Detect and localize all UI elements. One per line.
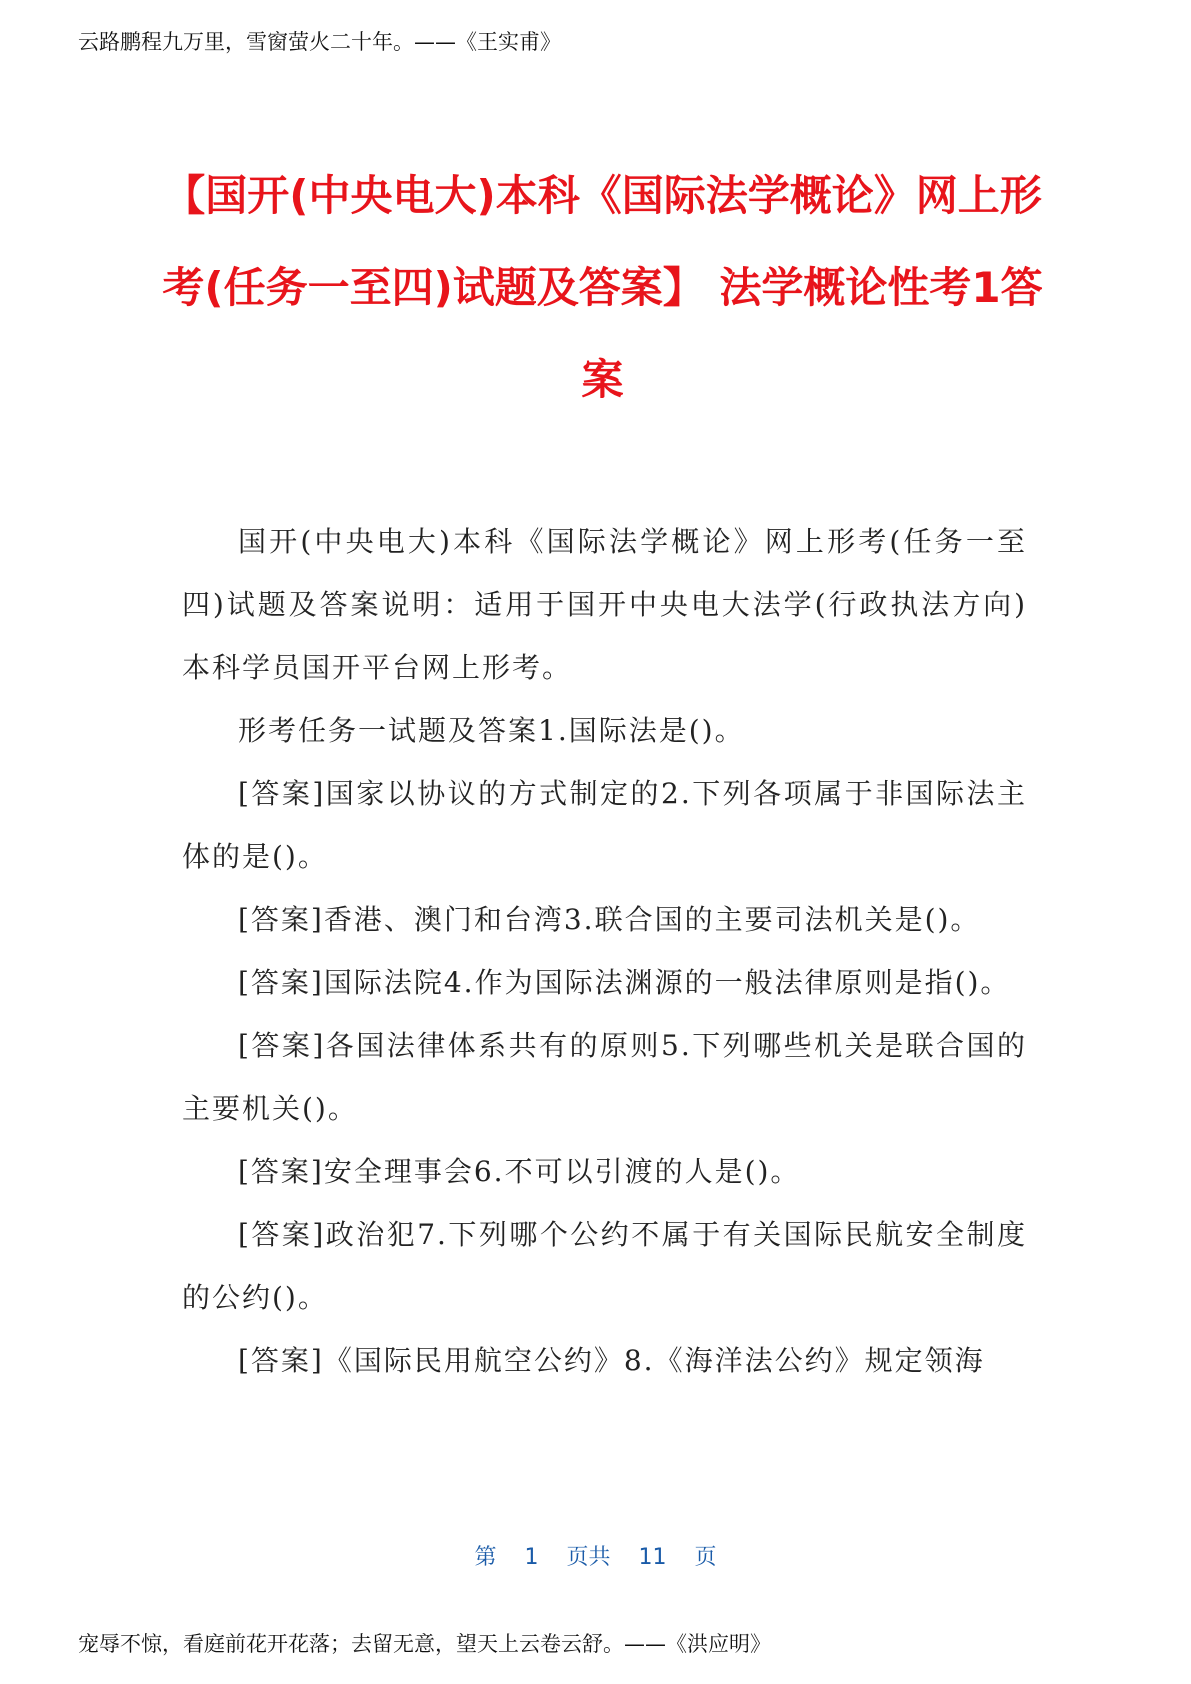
paragraph: [答案]各国法律体系共有的原则5.下列哪些机关是联合国的主要机关()。 (182, 1029, 1027, 1125)
paragraph: 国开(中央电大)本科《国际法学概论》网上形考(任务一至四)试题及答案说明：适用于国开中央电大法学(行政执法方向)本科学员国开平台网上形考。 (182, 525, 1027, 684)
paragraph: [答案]香港、澳门和台湾3.联合国的主要司法机关是()。 (238, 903, 981, 936)
paragraph: [答案]国际法院4.作为国际法渊源的一般法律原则是指()。 (238, 966, 1011, 999)
paragraph: [答案]《国际民用航空公约》8.《海洋法公约》规定领海 (238, 1344, 985, 1377)
paragraph: 形考任务一试题及答案1.国际法是()。 (238, 714, 745, 747)
paragraph: [答案]国家以协议的方式制定的2.下列各项属于非国际法主体的是()。 (182, 777, 1027, 873)
page-label-prefix: 第 (474, 1545, 497, 1570)
current-page: 1 (524, 1545, 539, 1570)
page-label-suffix: 页 (694, 1545, 717, 1570)
document-body (182, 510, 1027, 1392)
document-title: 【国开(中央电大)本科《国际法学概论》网上形考(任务一至四)试题及答案】 法学概论性考1答案 (162, 171, 1043, 404)
page-number (0, 1540, 1191, 1571)
paragraph: [答案]安全理事会6.不可以引渡的人是()。 (238, 1155, 801, 1188)
footer-quote: 宠辱不惊，看庭前花开花落；去留无意，望天上云卷云舒。——《洪应明》 (78, 1632, 771, 1656)
total-pages: 11 (638, 1545, 667, 1570)
paragraph: [答案]政治犯7.下列哪个公约不属于有关国际民航安全制度的公约()。 (182, 1218, 1027, 1314)
header-quote: 云路鹏程九万里，雪窗萤火二十年。——《王实甫》 (78, 30, 561, 54)
page-label-mid: 页共 (566, 1545, 611, 1570)
